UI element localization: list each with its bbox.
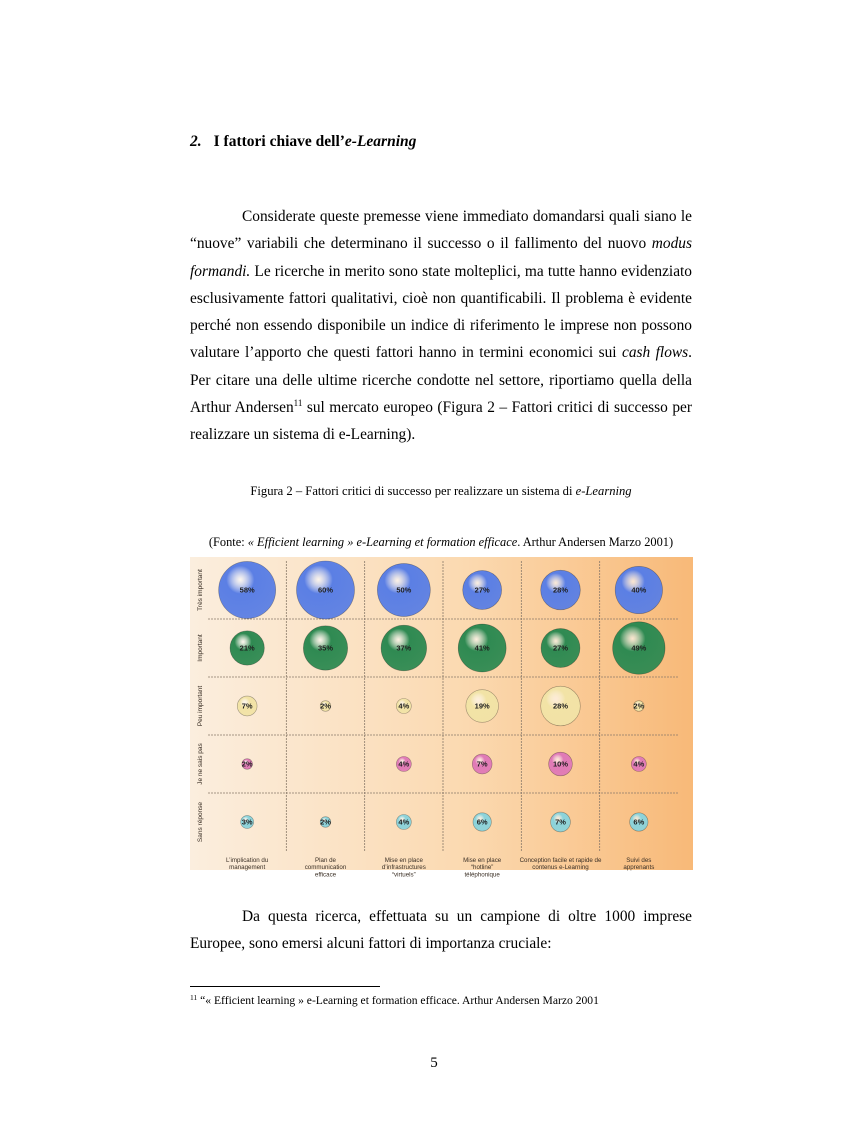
page-number: 5 — [430, 1055, 438, 1071]
figure-source — [190, 535, 692, 550]
bubble-label: 6% — [476, 817, 488, 827]
column-label: Suivi des — [626, 857, 652, 864]
figure-caption-text: Figura 2 – Fattori critici di successo per realizzare un sistema di — [250, 484, 576, 498]
bubble-label: 28% — [552, 585, 569, 595]
paragraph-1-text-c: . Per citare una delle ultime ricerche condotte nel settore, riportiamo quella della Arthur Andersen — [190, 344, 693, 417]
row-label: Sans réponse — [197, 801, 204, 843]
bubble-chart — [190, 557, 693, 879]
column-label: Mise en place — [384, 857, 423, 864]
paragraph-1 — [190, 203, 692, 449]
figure-caption-italic: e-Learning — [575, 484, 632, 498]
bubble-label: 7% — [476, 759, 488, 769]
figure-source-suffix: . Arthur Andersen Marzo 2001) — [517, 535, 674, 549]
footnote-text: “« Efficient learning » e-Learning et formation efficace. Arthur Andersen Marzo 2001 — [197, 994, 599, 1007]
bubble-label: 41% — [474, 643, 490, 653]
bubble-label: 37% — [396, 643, 412, 653]
bubble-label: 21% — [239, 643, 255, 653]
section-title-italic: e-Learning — [344, 133, 417, 150]
column-label: “hotline” — [470, 864, 494, 872]
bubble-label: 3% — [241, 817, 253, 827]
figure-source-prefix: (Fonte: — [208, 535, 248, 549]
bubble-label: 19% — [474, 701, 490, 711]
figure-caption — [190, 484, 692, 499]
bubble-label: 58% — [239, 585, 255, 595]
column-label: Plan de — [315, 857, 336, 864]
column-label: communication — [304, 864, 347, 872]
bubble-label: 49% — [631, 643, 647, 653]
bubble-label: 2% — [320, 817, 331, 827]
bubble-label: 6% — [633, 817, 645, 827]
bubble-label: 7% — [555, 817, 566, 827]
footnote-number: 11 — [190, 993, 198, 1002]
column-label: L’implication du — [226, 857, 269, 864]
column-label: efficace — [314, 871, 337, 879]
column-label: “virtuels” — [391, 871, 416, 879]
footnote-divider — [190, 986, 380, 987]
column-label: Conception facile et rapide de — [519, 857, 602, 864]
bubble-label: 10% — [552, 759, 569, 769]
section-number: 2. — [190, 133, 202, 150]
column-label: téléphonique — [464, 871, 500, 879]
bubble-label: 2% — [241, 759, 253, 769]
bubble-label: 27% — [474, 585, 490, 595]
bubble-label: 4% — [398, 817, 410, 827]
paragraph-2 — [190, 903, 692, 958]
column-label: d’infrastructures — [381, 864, 426, 872]
bubble-chart-svg — [190, 557, 693, 879]
bubble-label: 7% — [241, 701, 253, 711]
paragraph-1-text-d: sul mercato europeo (Figura 2 – Fattori critici di successo per realizzare un sistema di e-Learning). — [190, 399, 692, 444]
column-label: contenus e-Learning — [532, 864, 589, 872]
bubble-label: 60% — [317, 585, 334, 595]
figure-source-title: « Efficient learning » e-Learning et formation efficace — [247, 535, 518, 549]
bubble-label: 35% — [317, 643, 334, 653]
bubble-label: 4% — [398, 701, 410, 711]
paragraph-1-text-b: Le ricerche in merito sono state molteplici, ma tutte hanno evidenziato esclusivamente fattori qualitativi, cioè non quantificabili. Il problema è evidente perché non essendo disponibile un indice di riferimento le imprese non possono valutare l’apporto che questi fattori hanno in termini economici sui — [190, 262, 692, 362]
column-label: apprenants — [623, 864, 655, 872]
bubble-label: 4% — [398, 759, 410, 769]
bubble-label: 40% — [631, 585, 647, 595]
bubble-label: 50% — [396, 585, 412, 595]
row-label: Peu important — [197, 685, 204, 727]
bubble-label: 2% — [320, 701, 331, 711]
column-label: management — [229, 864, 266, 872]
section-title: I fattori chiave dell’ — [213, 133, 345, 150]
row-label: Important — [197, 634, 204, 662]
bubble-label: 4% — [633, 759, 645, 769]
paragraph-1-text-a: Considerate queste premesse viene immediato domandarsi quali siano le “nuove” variabili che determinano il successo o il fallimento del nuovo — [190, 208, 692, 253]
paragraph-2-text: Da questa ricerca, effettuata su un campione di oltre 1000 imprese Europee, sono emersi alcuni fattori di importanza cruciale: — [190, 908, 692, 953]
bubble-label: 28% — [552, 701, 569, 711]
footnote-ref[interactable]: 11 — [293, 398, 303, 409]
row-label: Je ne sais pas — [197, 743, 204, 785]
paragraph-1-italic-a: modus formandi. — [190, 235, 692, 280]
section-heading — [190, 133, 416, 151]
footnote — [190, 994, 599, 1007]
bubble-label: 27% — [552, 643, 569, 653]
paragraph-1-italic-b: cash flows — [622, 344, 689, 362]
column-label: Mise en place — [463, 857, 502, 864]
bubble-label: 2% — [633, 701, 645, 711]
row-label: Très important — [197, 569, 204, 611]
